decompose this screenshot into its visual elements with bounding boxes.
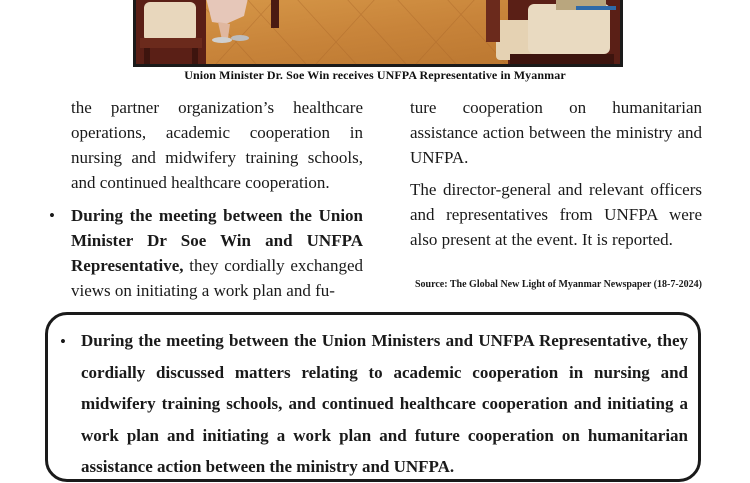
meeting-bullet-rest: they cordially exchanged views on initiating a work plan and fu- <box>71 256 363 300</box>
photo-caption: Union Minister Dr. Soe Win receives UNFPA Representative in Myanmar <box>184 68 566 82</box>
meeting-bullet-text <box>71 203 363 303</box>
meeting-bullet <box>49 203 363 303</box>
summary-box <box>45 312 701 482</box>
meeting-room-photo <box>136 0 620 64</box>
meeting-bullet-lead: During the meeting between the Union Minister Dr Soe Win and UNFPA Representative, <box>71 206 363 275</box>
right-paragraph-attendees: The director-general and relevant officers and representatives from UNFPA were also present at the event. It is reported. <box>410 180 702 249</box>
left-paragraph-continued: the partner organization’s healthcare operations, academic cooperation in nursing and midwifery training schools, and continued healthcare cooperation. <box>71 98 363 192</box>
right-column <box>410 95 702 252</box>
summary-bullet-icon: • <box>60 332 66 351</box>
news-photo <box>133 0 623 67</box>
left-column <box>49 95 363 303</box>
bullet-dot-icon: • <box>49 206 55 225</box>
source-citation: Source: The Global New Light of Myanmar Newspaper (18-7-2024) <box>414 279 702 290</box>
summary-text: During the meeting between the Union Ministers and UNFPA Representative, they cordially discussed matters relating to academic cooperation in nursing and midwifery training schools, and continued healthcare cooperation and initiating a work plan and initiating a work plan and future cooperation on humanitarian assistance action between the ministry and UNFPA. <box>81 331 688 476</box>
right-paragraph-continued: ture cooperation on humanitarian assistance action between the ministry and UNFPA. <box>410 98 702 167</box>
